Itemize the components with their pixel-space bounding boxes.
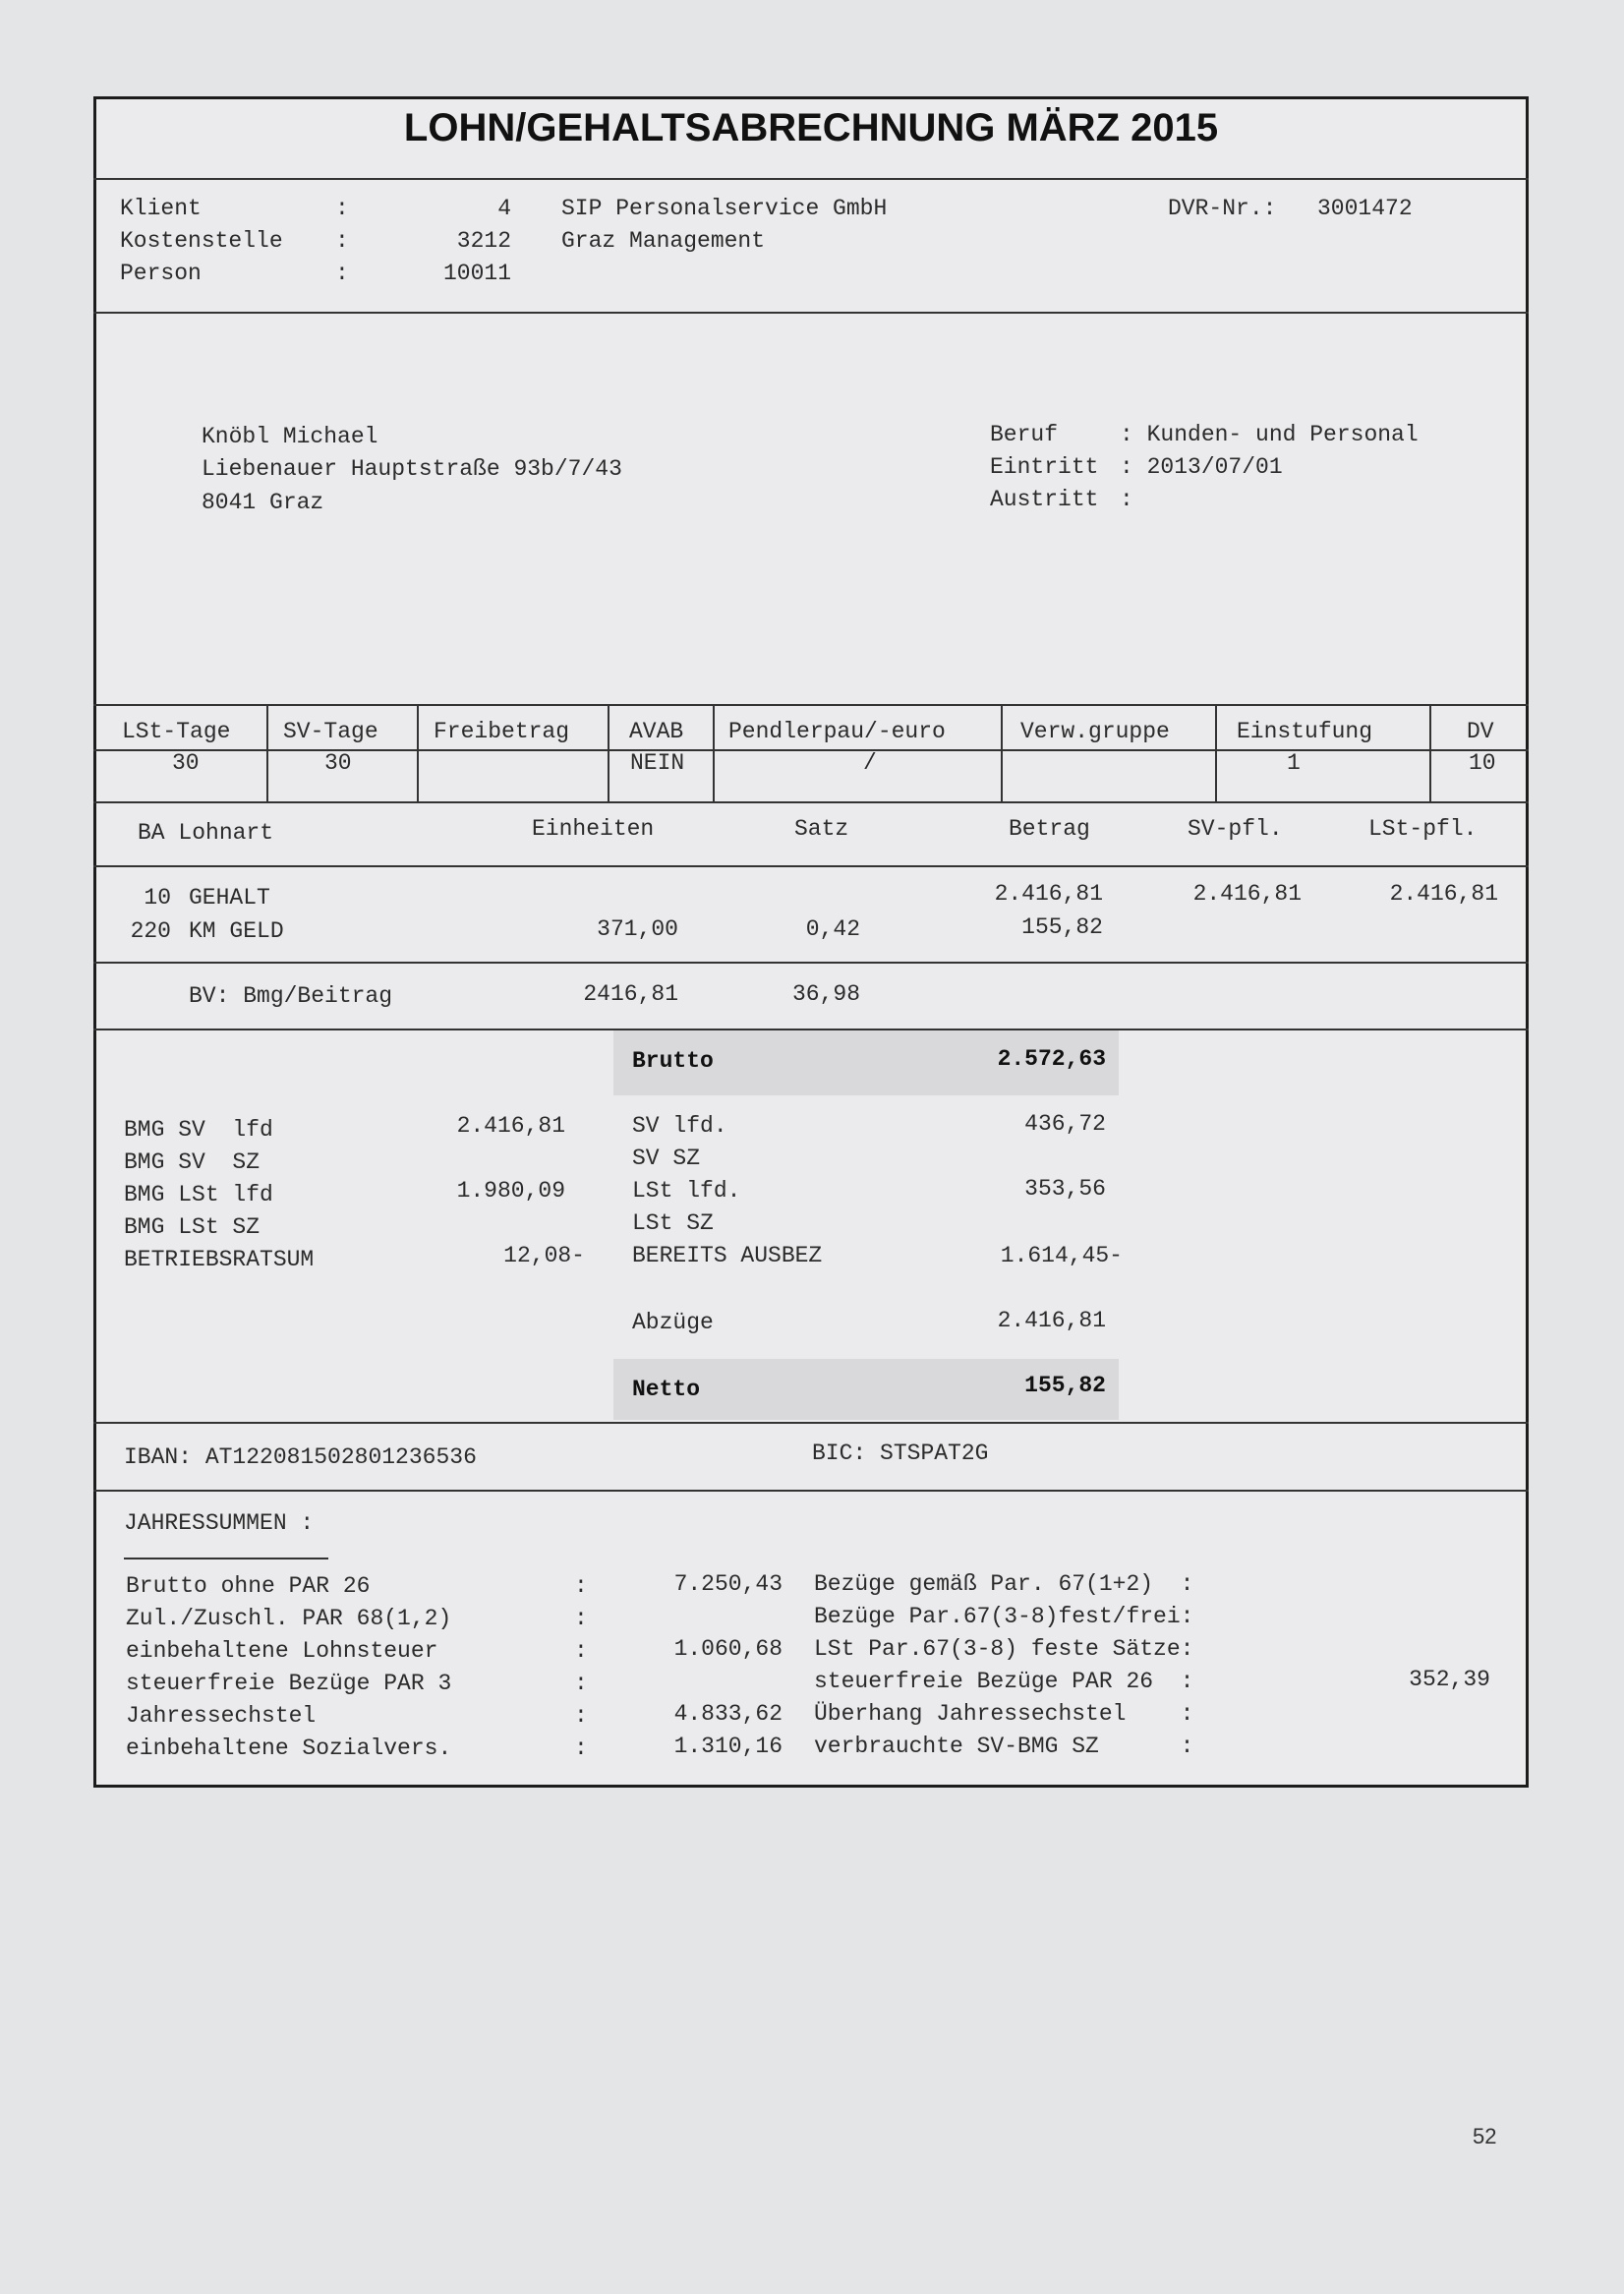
year-left-value: 4.833,62 bbox=[673, 1701, 783, 1727]
colon: : bbox=[335, 196, 349, 221]
employee-name: Knöbl Michael bbox=[202, 424, 378, 449]
summary-label: SV lfd. bbox=[632, 1113, 727, 1139]
year-left-label: Brutto ohne PAR 26 bbox=[126, 1573, 371, 1599]
base-value: 2.416,81 bbox=[456, 1113, 565, 1139]
param-header: AVAB bbox=[629, 719, 684, 744]
lines-header: Betrag bbox=[1009, 816, 1090, 842]
param-value: NEIN bbox=[630, 750, 685, 776]
param-value: / bbox=[863, 750, 877, 776]
divider bbox=[93, 704, 1529, 706]
jahressummen-title: JAHRESSUMMEN : bbox=[124, 1510, 315, 1536]
line-sv-pfl: 2.416,81 bbox=[1192, 881, 1302, 907]
year-left-label: steuerfreie Bezüge PAR 3 bbox=[126, 1671, 452, 1696]
base-label: BMG SV SZ bbox=[124, 1149, 261, 1175]
lines-header: SV-pfl. bbox=[1188, 816, 1283, 842]
dvr-label: DVR-Nr.: bbox=[1168, 196, 1277, 221]
person-label: Person bbox=[120, 261, 202, 286]
colon: : bbox=[335, 228, 349, 254]
employee-street: Liebenauer Hauptstraße 93b/7/43 bbox=[202, 456, 622, 482]
dvr-number: 3001472 bbox=[1317, 196, 1413, 221]
summary-value: 1.614,45- bbox=[1000, 1243, 1123, 1268]
year-right-label: Bezüge gemäß Par. 67(1+2) : bbox=[814, 1571, 1194, 1597]
column-divider bbox=[713, 704, 715, 801]
person-number: 10011 bbox=[442, 261, 511, 286]
year-left-label: Jahressechstel bbox=[126, 1703, 317, 1729]
param-value: 30 bbox=[172, 750, 200, 776]
column-divider bbox=[1215, 704, 1217, 801]
year-right-value: 352,39 bbox=[1409, 1667, 1490, 1692]
title-underline bbox=[124, 1558, 328, 1559]
colon: : bbox=[335, 261, 349, 286]
line-betrag: 2.416,81 bbox=[994, 881, 1103, 907]
base-value: 1.980,09 bbox=[456, 1178, 565, 1204]
year-right-label: Überhang Jahressechstel : bbox=[814, 1701, 1194, 1727]
klient-number: 4 bbox=[497, 196, 511, 221]
column-divider bbox=[1429, 704, 1431, 801]
line-name: KM GELD bbox=[189, 918, 284, 944]
summary-label: BEREITS AUSBEZ bbox=[632, 1243, 823, 1268]
lines-header: Einheiten bbox=[532, 816, 655, 842]
base-label: BMG SV lfd bbox=[124, 1117, 273, 1143]
abzuege-value: 2.416,81 bbox=[997, 1308, 1106, 1333]
param-header: Verw.gruppe bbox=[1020, 719, 1170, 744]
param-header: Freibetrag bbox=[434, 719, 570, 744]
divider bbox=[93, 1490, 1529, 1492]
divider bbox=[93, 178, 1529, 180]
param-header: LSt-Tage bbox=[122, 719, 231, 744]
column-divider bbox=[266, 704, 268, 801]
lines-header: LSt-pfl. bbox=[1368, 816, 1478, 842]
divider bbox=[93, 865, 1529, 867]
year-left-value: 1.060,68 bbox=[673, 1636, 783, 1662]
summary-value: 353,56 bbox=[1024, 1176, 1106, 1202]
divider bbox=[93, 962, 1529, 964]
beruf-label: Beruf bbox=[990, 422, 1059, 447]
line-betrag: 155,82 bbox=[1021, 914, 1103, 940]
year-right-label: verbrauchte SV-BMG SZ : bbox=[814, 1734, 1194, 1759]
summary-label: LSt lfd. bbox=[632, 1178, 741, 1204]
divider bbox=[93, 801, 1529, 803]
line-satz: 0,42 bbox=[805, 916, 860, 942]
klient-name: SIP Personalservice GmbH bbox=[561, 196, 888, 221]
param-header: Pendlerpau/-euro bbox=[728, 719, 946, 744]
eintritt-value: 2013/07/01 bbox=[1146, 454, 1283, 480]
column-divider bbox=[608, 704, 609, 801]
param-header: SV-Tage bbox=[283, 719, 378, 744]
param-header: DV bbox=[1467, 719, 1494, 744]
year-left-value: 7.250,43 bbox=[673, 1571, 783, 1597]
line-name: GEHALT bbox=[189, 885, 270, 911]
page-number: 52 bbox=[1473, 2124, 1497, 2148]
param-header: Einstufung bbox=[1237, 719, 1373, 744]
line-ba: 10 bbox=[144, 885, 171, 911]
eintritt-label: Eintritt bbox=[990, 454, 1099, 480]
year-left-label: einbehaltene Lohnsteuer bbox=[126, 1638, 438, 1664]
kostenstelle-label: Kostenstelle bbox=[120, 228, 283, 254]
bv-beitrag: 36,98 bbox=[791, 981, 860, 1007]
austritt-label: Austritt bbox=[990, 487, 1099, 512]
bic-label: BIC: bbox=[812, 1441, 867, 1466]
year-right-label: steuerfreie Bezüge PAR 26 : bbox=[814, 1669, 1194, 1694]
base-label: BETRIEBSRATSUM bbox=[124, 1247, 315, 1272]
kostenstelle-number: 3212 bbox=[456, 228, 511, 254]
abzuege-label: Abzüge bbox=[632, 1310, 714, 1335]
param-value: 30 bbox=[324, 750, 352, 776]
param-value: 1 bbox=[1287, 750, 1301, 776]
base-label: BMG LSt SZ bbox=[124, 1214, 261, 1240]
lines-header: Satz bbox=[794, 816, 849, 842]
line-lst-pfl: 2.416,81 bbox=[1389, 881, 1498, 907]
brutto-value: 2.572,63 bbox=[997, 1046, 1106, 1072]
column-divider bbox=[417, 704, 419, 801]
brutto-label: Brutto bbox=[632, 1048, 714, 1074]
divider bbox=[93, 1422, 1529, 1424]
year-left-label: Zul./Zuschl. PAR 68(1,2) bbox=[126, 1606, 452, 1631]
summary-label: SV SZ bbox=[632, 1146, 701, 1171]
klient-label: Klient bbox=[120, 196, 202, 221]
summary-value: 436,72 bbox=[1024, 1111, 1106, 1137]
divider bbox=[93, 312, 1529, 314]
line-ba: 220 bbox=[130, 918, 171, 944]
beruf-value: Kunden- und Personal bbox=[1146, 422, 1419, 447]
base-value: 12,08- bbox=[503, 1243, 585, 1268]
employee-city: 8041 Graz bbox=[202, 490, 324, 515]
divider bbox=[93, 749, 1529, 751]
iban-label: IBAN: bbox=[124, 1444, 193, 1470]
iban-value: AT122081502801236536 bbox=[204, 1444, 477, 1470]
netto-label: Netto bbox=[632, 1377, 701, 1402]
document-title: LOHN/GEHALTSABRECHNUNG MÄRZ 2015 bbox=[403, 106, 1219, 149]
bv-label: BV: Bmg/Beitrag bbox=[189, 983, 393, 1009]
year-left-value: 1.310,16 bbox=[673, 1734, 783, 1759]
bic-value: STSPAT2G bbox=[880, 1441, 989, 1466]
base-label: BMG LSt lfd bbox=[124, 1182, 273, 1207]
lines-header: BA Lohnart bbox=[138, 820, 274, 846]
netto-value: 155,82 bbox=[1024, 1373, 1106, 1398]
line-einheiten: 371,00 bbox=[597, 916, 678, 942]
year-left-label: einbehaltene Sozialvers. bbox=[126, 1735, 452, 1761]
param-value: 10 bbox=[1469, 750, 1496, 776]
column-divider bbox=[1001, 704, 1003, 801]
year-right-label: Bezüge Par.67(3-8)fest/frei: bbox=[814, 1604, 1194, 1629]
year-right-label: LSt Par.67(3-8) feste Sätze: bbox=[814, 1636, 1194, 1662]
summary-label: LSt SZ bbox=[632, 1210, 714, 1236]
kostenstelle-name: Graz Management bbox=[561, 228, 766, 254]
bv-bmg: 2416,81 bbox=[583, 981, 678, 1007]
